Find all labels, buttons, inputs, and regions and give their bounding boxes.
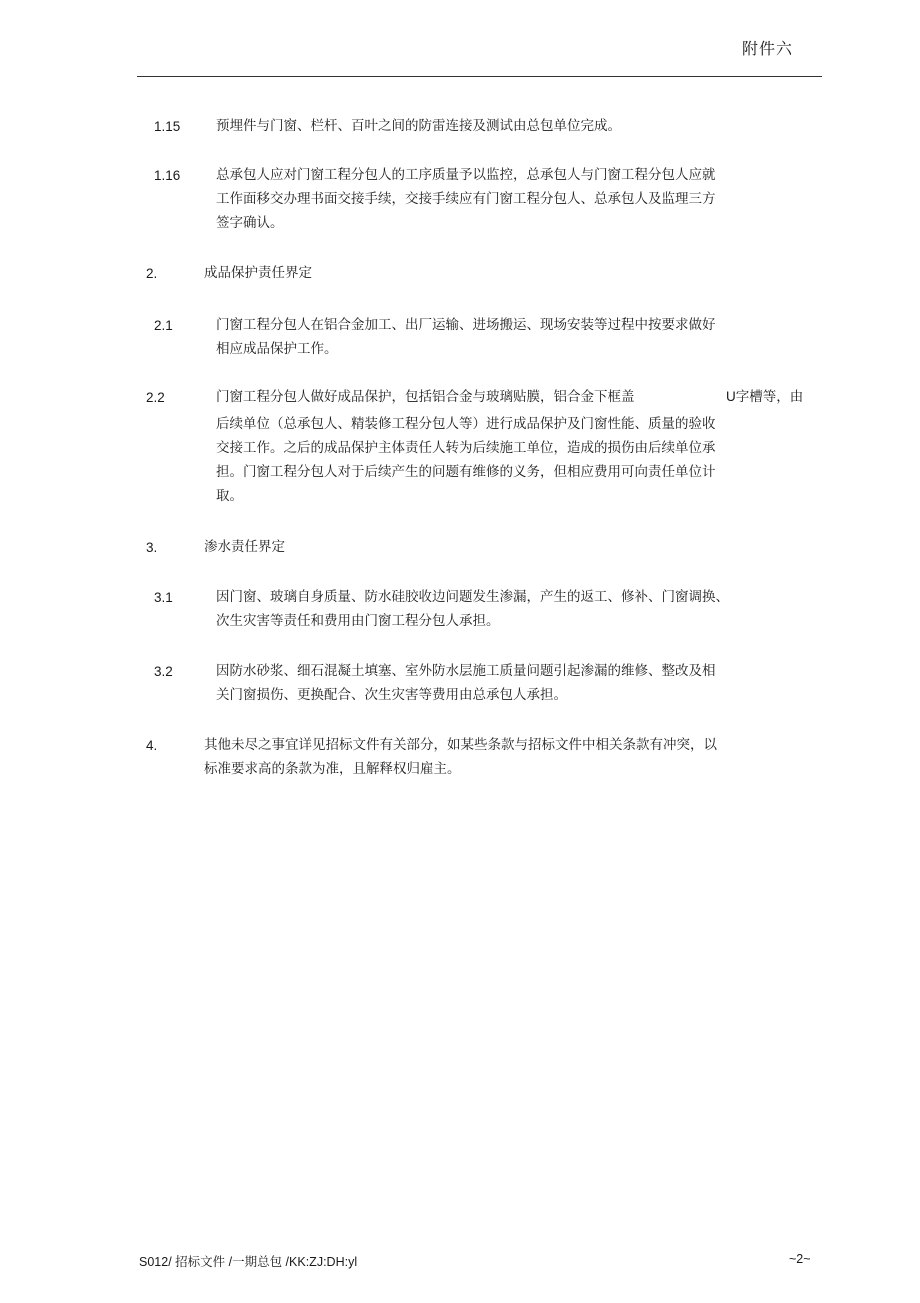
text-line: 担。门窗工程分包人对于后续产生的问题有维修的义务，但相应费用可向责任单位计 [216, 464, 716, 480]
text-fragment: U [726, 389, 736, 404]
section-heading [204, 535, 285, 559]
clause-number: 2.1 [154, 318, 173, 333]
clause-number: 1.15 [154, 119, 181, 134]
clause-text [216, 659, 716, 707]
text-line: 预埋件与门窗、栏杆、百叶之间的防雷连接及测试由总包单位完成。 [216, 118, 621, 134]
section-number: 3. [146, 540, 158, 555]
clause-text [216, 313, 716, 361]
clause-first-line-tail [726, 385, 803, 409]
header-divider [137, 76, 822, 77]
footer-doc-reference: S012/ 招标文件 /一期总包 /KK:ZJ:DH:yl [139, 1255, 358, 1269]
clause-first-line [216, 385, 635, 409]
text-line: 总承包人应对门窗工程分包人的工序质量予以监控，总承包人与门窗工程分包人应就 [216, 167, 716, 183]
text-line: 渗水责任界定 [204, 539, 285, 555]
section-text [204, 733, 717, 781]
clause-number: 2.2 [146, 390, 165, 405]
text-line: 因防水砂浆、细石混凝土填塞、室外防水层施工质量问题引起渗漏的维修、整改及相 [216, 663, 716, 679]
text-line: 后续单位（总承包人、精装修工程分包人等）进行成品保护及门窗性能、质量的验收 [216, 416, 716, 432]
text-fragment: 门窗工程分包人做好成品保护，包括铝合金与玻璃贴膜，铝合金下框盖 [216, 389, 635, 405]
text-line: 取。 [216, 488, 243, 504]
text-fragment: 字槽等，由 [735, 389, 804, 405]
text-line: 标准要求高的条款为准，且解释权归雇主。 [204, 761, 461, 777]
footer-page-number: ~2~ [789, 1252, 811, 1266]
text-line: 成品保护责任界定 [204, 265, 312, 281]
clause-text [216, 412, 716, 508]
clause-text [216, 163, 716, 235]
clause-number: 1.16 [154, 168, 181, 183]
text-line: 工作面移交办理书面交接手续，交接手续应有门窗工程分包人、总承包人及监理三方 [216, 191, 716, 207]
section-number: 4. [146, 738, 158, 753]
text-line: 交接工作。之后的成品保护主体责任人转为后续施工单位，造成的损伤由后续单位承 [216, 440, 716, 456]
clause-number: 3.1 [154, 590, 173, 605]
text-line: 相应成品保护工作。 [216, 341, 338, 357]
header-title: 附件六 [741, 39, 793, 58]
text-line: 签字确认。 [216, 215, 284, 231]
clause-number: 3.2 [154, 664, 173, 679]
text-line: 门窗工程分包人在铝合金加工、出厂运输、进场搬运、现场安装等过程中按要求做好 [216, 317, 716, 333]
section-number: 2. [146, 266, 158, 281]
text-line: 因门窗、玻璃自身质量、防水硅胶收边问题发生渗漏，产生的返工、修补、门窗调换、 [216, 589, 729, 605]
text-line: 关门窗损伤、更换配合、次生灾害等费用由总承包人承担。 [216, 687, 567, 703]
text-line: 其他未尽之事宜详见招标文件有关部分，如某些条款与招标文件中相关条款有冲突，以 [204, 737, 717, 753]
text-line: 次生灾害等责任和费用由门窗工程分包人承担。 [216, 613, 500, 629]
section-heading [204, 261, 312, 285]
clause-text [216, 585, 729, 633]
clause-text [216, 114, 621, 138]
